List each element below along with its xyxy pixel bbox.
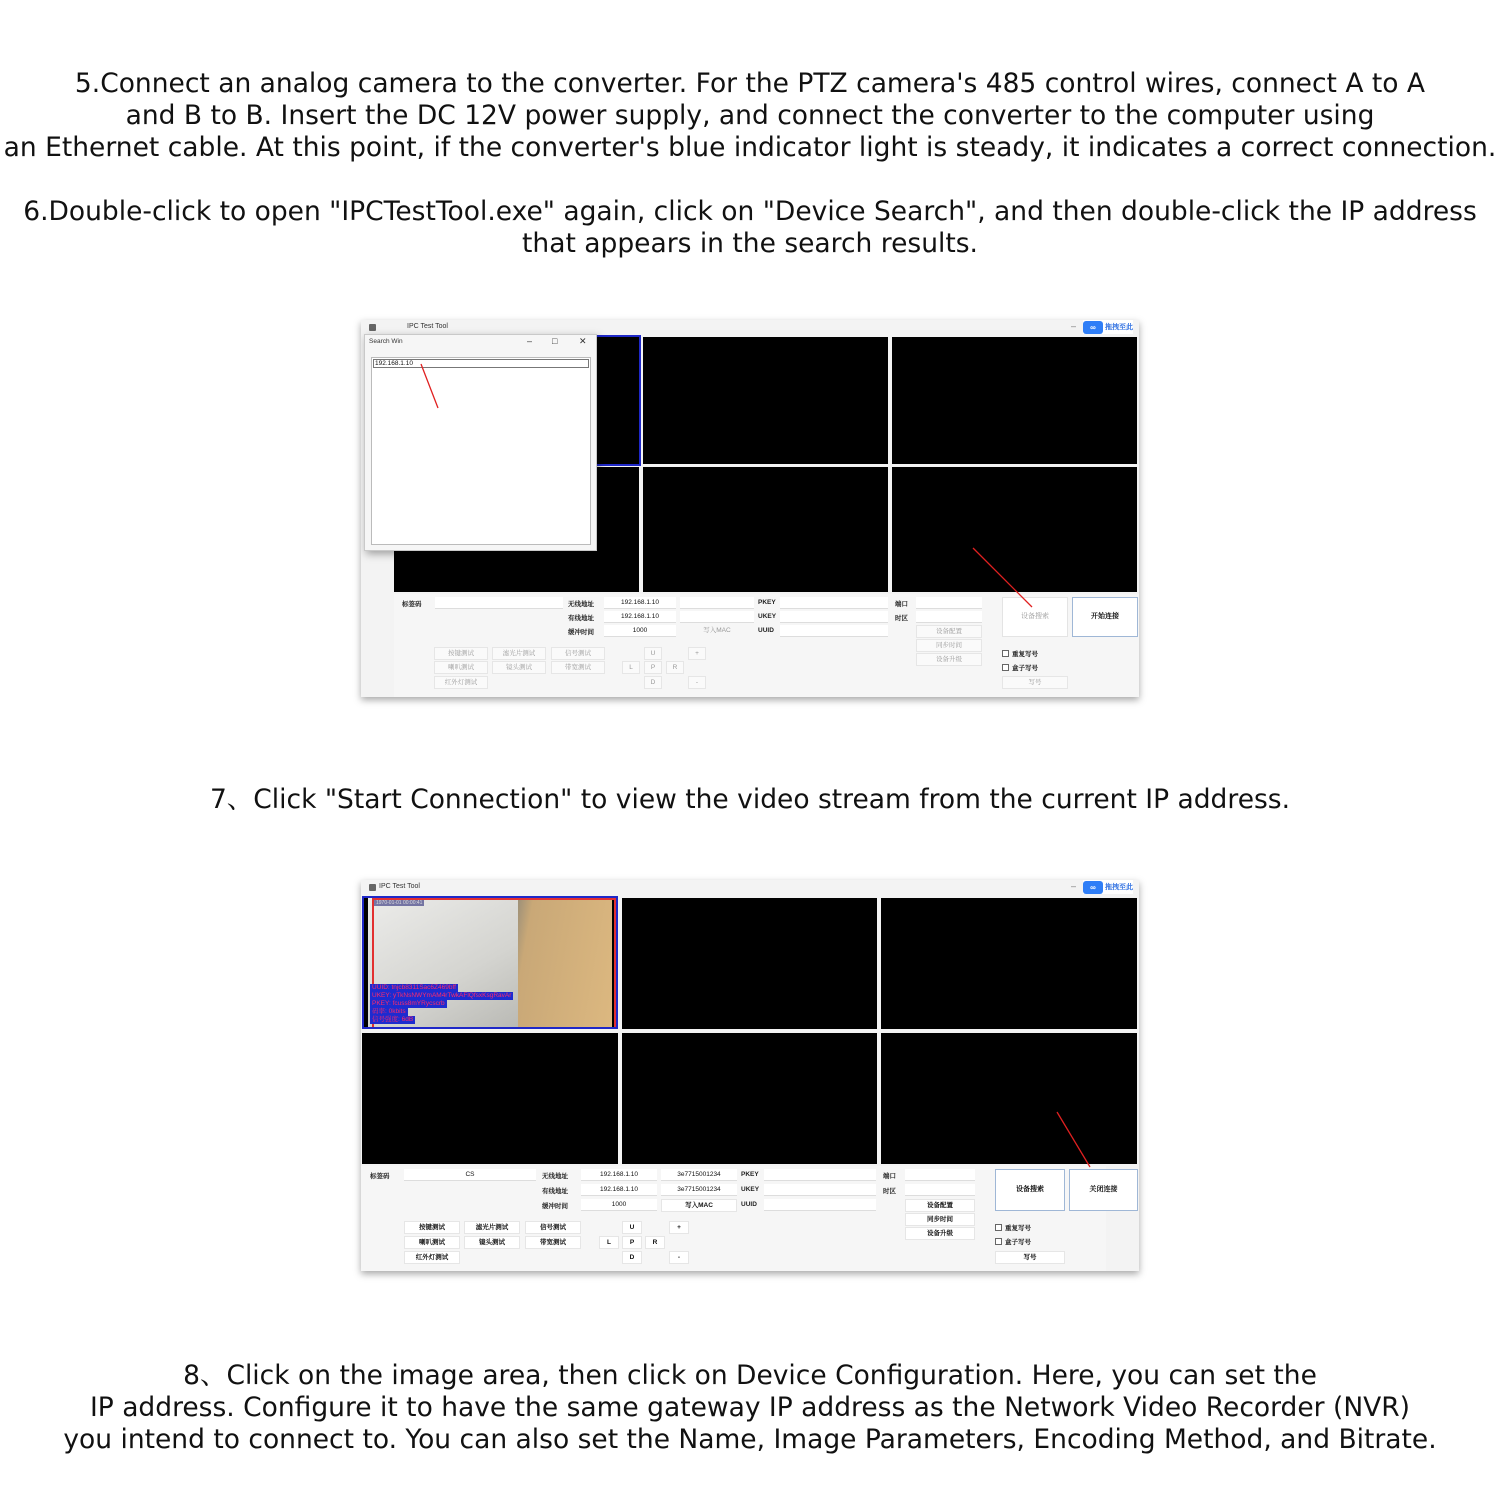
- device-search-button[interactable]: 设备搜索: [1002, 597, 1068, 637]
- write-number-button[interactable]: 写号: [1002, 676, 1068, 689]
- video-pane-3[interactable]: [892, 337, 1137, 464]
- close-connection-button[interactable]: 关闭连接: [1069, 1169, 1138, 1211]
- pkey-label: PKEY: [741, 1171, 759, 1178]
- signal-test-button[interactable]: 信号测试: [551, 647, 605, 660]
- key-test-button[interactable]: 按键测试: [434, 647, 488, 660]
- ptz-down-button[interactable]: D: [622, 1251, 642, 1264]
- uuid-label: UUID: [758, 627, 774, 634]
- repeat-write-label: 重复写号: [1005, 1225, 1031, 1232]
- speaker-test-button[interactable]: 喇叭测试: [404, 1236, 460, 1249]
- device-upgrade-button[interactable]: 设备升级: [916, 653, 982, 666]
- ir-test-button[interactable]: 红外灯测试: [404, 1251, 460, 1264]
- port-input[interactable]: [905, 1169, 975, 1181]
- ir-test-button[interactable]: 红外灯测试: [434, 676, 488, 689]
- step7-paragraph: [0, 784, 1500, 816]
- buffer-time-label: 缓冲时间: [568, 629, 594, 636]
- uuid-input[interactable]: [780, 625, 888, 637]
- zoom-in-button[interactable]: +: [688, 647, 706, 660]
- app-title: IPC Test Tool: [407, 323, 448, 330]
- baidu-drop-widget[interactable]: [1083, 320, 1133, 334]
- write-number-button[interactable]: 写号: [995, 1251, 1065, 1264]
- lens-test-button[interactable]: 镜头测试: [464, 1236, 520, 1249]
- uuid-label: UUID: [741, 1201, 757, 1208]
- baidu-logo-icon: ∞: [1083, 321, 1103, 334]
- zoom-in-button[interactable]: +: [669, 1221, 689, 1234]
- ptz-right-button[interactable]: R: [645, 1236, 665, 1249]
- wireless-addr-label: 无线地址: [542, 1173, 568, 1180]
- box-write-label: 盒子写号: [1012, 665, 1038, 672]
- feed-overlay-ukey: UKEY: yTkNsNWYmAM4rTwkAFlQfsxKsgRavAr: [372, 992, 512, 999]
- timezone-label: 时区: [895, 615, 908, 622]
- step5-paragraph: [0, 68, 1500, 164]
- step8-line: you intend to connect to. You can also set the Name, Image Parameters, Encoding Method, and Bitrate.: [63, 1424, 1437, 1455]
- bandwidth-test-button[interactable]: 带宽测试: [525, 1236, 581, 1249]
- buffer-time-input[interactable]: 1000: [604, 625, 676, 637]
- device-config-button[interactable]: 设备配置: [905, 1199, 975, 1212]
- video-pane-1[interactable]: [597, 337, 639, 464]
- signal-test-button[interactable]: 信号测试: [525, 1221, 581, 1234]
- search-window-minimize[interactable]: –: [527, 336, 533, 346]
- sync-time-button[interactable]: 同步时间: [916, 639, 982, 652]
- wireless-addr-label: 无线地址: [568, 601, 594, 608]
- device-upgrade-button[interactable]: 设备升级: [905, 1227, 975, 1240]
- device-config-button[interactable]: 设备配置: [916, 625, 982, 638]
- feed-overlay-pkey: PKEY: fcuss8mYRycscrb: [372, 1000, 445, 1007]
- pkey-input[interactable]: [764, 1169, 876, 1181]
- step8-line: IP address. Configure it to have the same gateway IP address as the Network Video Recorder (NVR): [89, 1392, 1411, 1423]
- box-write-checkbox[interactable]: [1002, 663, 1038, 672]
- filter-test-button[interactable]: 滤光片测试: [492, 647, 546, 660]
- ptz-down-button[interactable]: D: [644, 676, 662, 689]
- uuid-input[interactable]: [764, 1199, 876, 1211]
- ptz-up-button[interactable]: U: [622, 1221, 642, 1234]
- app-title: IPC Test Tool: [379, 883, 420, 890]
- wired-addr-label: 有线地址: [568, 615, 594, 622]
- ukey-label: UKEY: [741, 1186, 760, 1193]
- video-pane-5[interactable]: [622, 1033, 877, 1164]
- mac-input-1[interactable]: [680, 597, 754, 609]
- step6-line: 6.Double-click to open "IPCTestTool.exe" again, click on "Device Search", and then double-click the IP address: [23, 196, 1477, 227]
- wired-ip-input[interactable]: 192.168.1.10: [604, 611, 676, 623]
- buffer-time-label: 缓冲时间: [542, 1203, 568, 1210]
- repeat-write-checkbox[interactable]: [1002, 649, 1038, 658]
- baidu-drop-label: 拖拽至此: [1105, 884, 1133, 891]
- app-icon: [369, 884, 376, 891]
- ptz-up-button[interactable]: U: [644, 647, 662, 660]
- lens-test-button[interactable]: 镜头测试: [492, 661, 546, 674]
- search-window-close[interactable]: ✕: [579, 336, 587, 346]
- box-write-label: 盒子写号: [1005, 1239, 1031, 1246]
- video-pane-2[interactable]: [622, 898, 877, 1029]
- key-test-button[interactable]: 按键测试: [404, 1221, 460, 1234]
- timezone-input[interactable]: [916, 611, 982, 623]
- control-panel: [361, 1166, 1118, 1271]
- wireless-ip-input[interactable]: 192.168.1.10: [581, 1169, 657, 1181]
- video-pane-2[interactable]: [643, 337, 888, 464]
- ptz-left-button[interactable]: L: [622, 661, 640, 674]
- screenshot-connected: [361, 880, 1139, 1271]
- pkey-input[interactable]: [780, 597, 888, 609]
- step6-line: that appears in the search results.: [522, 228, 978, 259]
- step5-line: and B to B. Insert the DC 12V power supply, and connect the converter to the computer using: [125, 100, 1375, 131]
- search-window: [364, 334, 597, 551]
- step5-line: an Ethernet cable. At this point, if the converter's blue indicator light is steady, it indicates a correct connection.: [3, 132, 1497, 163]
- video-pane-6[interactable]: [892, 467, 1137, 592]
- step6-paragraph: [0, 196, 1500, 260]
- screenshot-device-search: [361, 320, 1139, 697]
- zoom-out-button[interactable]: -: [688, 676, 706, 689]
- baidu-drop-label: 拖拽至此: [1105, 324, 1133, 331]
- port-label: 端口: [883, 1173, 896, 1180]
- control-panel: [394, 594, 1139, 697]
- minimize-button[interactable]: –: [1070, 321, 1076, 331]
- baidu-logo-icon: ∞: [1083, 881, 1103, 894]
- app-titlebar: [361, 880, 1139, 896]
- port-input[interactable]: [916, 597, 982, 609]
- ukey-input[interactable]: [764, 1184, 876, 1196]
- bandwidth-test-button[interactable]: 带宽测试: [551, 661, 605, 674]
- ptz-right-button[interactable]: R: [666, 661, 684, 674]
- feed-overlay-signal: 信号强度: 6dB: [372, 1016, 414, 1023]
- feed-timestamp: 1970-01-01 00:00:41: [376, 900, 423, 906]
- tag-code-label: 标签码: [370, 1173, 390, 1180]
- device-search-button[interactable]: 设备搜索: [995, 1169, 1065, 1211]
- wired-addr-label: 有线地址: [542, 1188, 568, 1195]
- port-label: 端口: [895, 601, 908, 608]
- repeat-write-label: 重复写号: [1012, 651, 1038, 658]
- ptz-preset-button[interactable]: P: [644, 661, 662, 674]
- step8-line: 8、Click on the image area, then click on Device Configuration. Here, you can set the: [183, 1360, 1317, 1391]
- tag-code-label: 标签码: [402, 601, 422, 608]
- feed-overlay-uuid: UUID: tnjcb8311Sac6Z469bff: [372, 984, 456, 991]
- search-window-title: Search Win: [369, 338, 403, 345]
- sync-time-button[interactable]: 同步时间: [905, 1213, 975, 1226]
- search-results-list: [371, 357, 591, 545]
- video-pane-3[interactable]: [881, 898, 1137, 1029]
- video-pane-4[interactable]: [362, 1033, 618, 1164]
- search-window-maximize[interactable]: □: [552, 336, 558, 346]
- selected-frame: [372, 898, 616, 1029]
- buffer-time-input[interactable]: 1000: [581, 1199, 657, 1211]
- tag-code-input[interactable]: [435, 597, 563, 609]
- write-mac-button[interactable]: 写入MAC: [703, 627, 731, 634]
- step7-line: 7、Click "Start Connection" to view the video stream from the current IP address.: [209, 784, 1291, 815]
- app-icon: [369, 324, 376, 331]
- ptz-preset-button[interactable]: P: [622, 1236, 642, 1249]
- video-pane-1-live[interactable]: [362, 896, 618, 1029]
- pkey-label: PKEY: [758, 599, 776, 606]
- zoom-out-button[interactable]: -: [669, 1251, 689, 1264]
- ukey-input[interactable]: [780, 611, 888, 623]
- wireless-ip-input[interactable]: 192.168.1.10: [604, 597, 676, 609]
- ukey-label: UKEY: [758, 613, 777, 620]
- step8-paragraph: [0, 1360, 1500, 1456]
- box-write-checkbox[interactable]: [995, 1237, 1031, 1246]
- mac-input-2[interactable]: [680, 611, 754, 623]
- step5-line: 5.Connect an analog camera to the converter. For the PTZ camera's 485 control wires, connect A to A: [74, 68, 1426, 99]
- video-pane-5[interactable]: [643, 467, 888, 592]
- start-connection-button[interactable]: 开始连接: [1072, 597, 1138, 637]
- tag-code-input[interactable]: CS: [404, 1169, 536, 1181]
- feed-overlay-bitrate: 码率: 0kbits: [372, 1008, 406, 1015]
- filter-test-button[interactable]: 滤光片测试: [464, 1221, 520, 1234]
- mac-input-1[interactable]: 3e7715001234: [661, 1169, 737, 1181]
- write-mac-button[interactable]: 写入MAC: [661, 1199, 737, 1212]
- mac-input-2[interactable]: 3e7715001234: [661, 1184, 737, 1196]
- speaker-test-button[interactable]: 喇叭测试: [434, 661, 488, 674]
- timezone-label: 时区: [883, 1188, 896, 1195]
- minimize-button[interactable]: –: [1070, 881, 1076, 891]
- baidu-drop-widget[interactable]: [1083, 880, 1133, 894]
- repeat-write-checkbox[interactable]: [995, 1223, 1031, 1232]
- wired-ip-input[interactable]: 192.168.1.10: [581, 1184, 657, 1196]
- search-result-ip[interactable]: 192.168.1.10: [373, 359, 589, 368]
- ptz-left-button[interactable]: L: [599, 1236, 619, 1249]
- timezone-input[interactable]: [905, 1184, 975, 1196]
- video-pane-6[interactable]: [881, 1033, 1137, 1164]
